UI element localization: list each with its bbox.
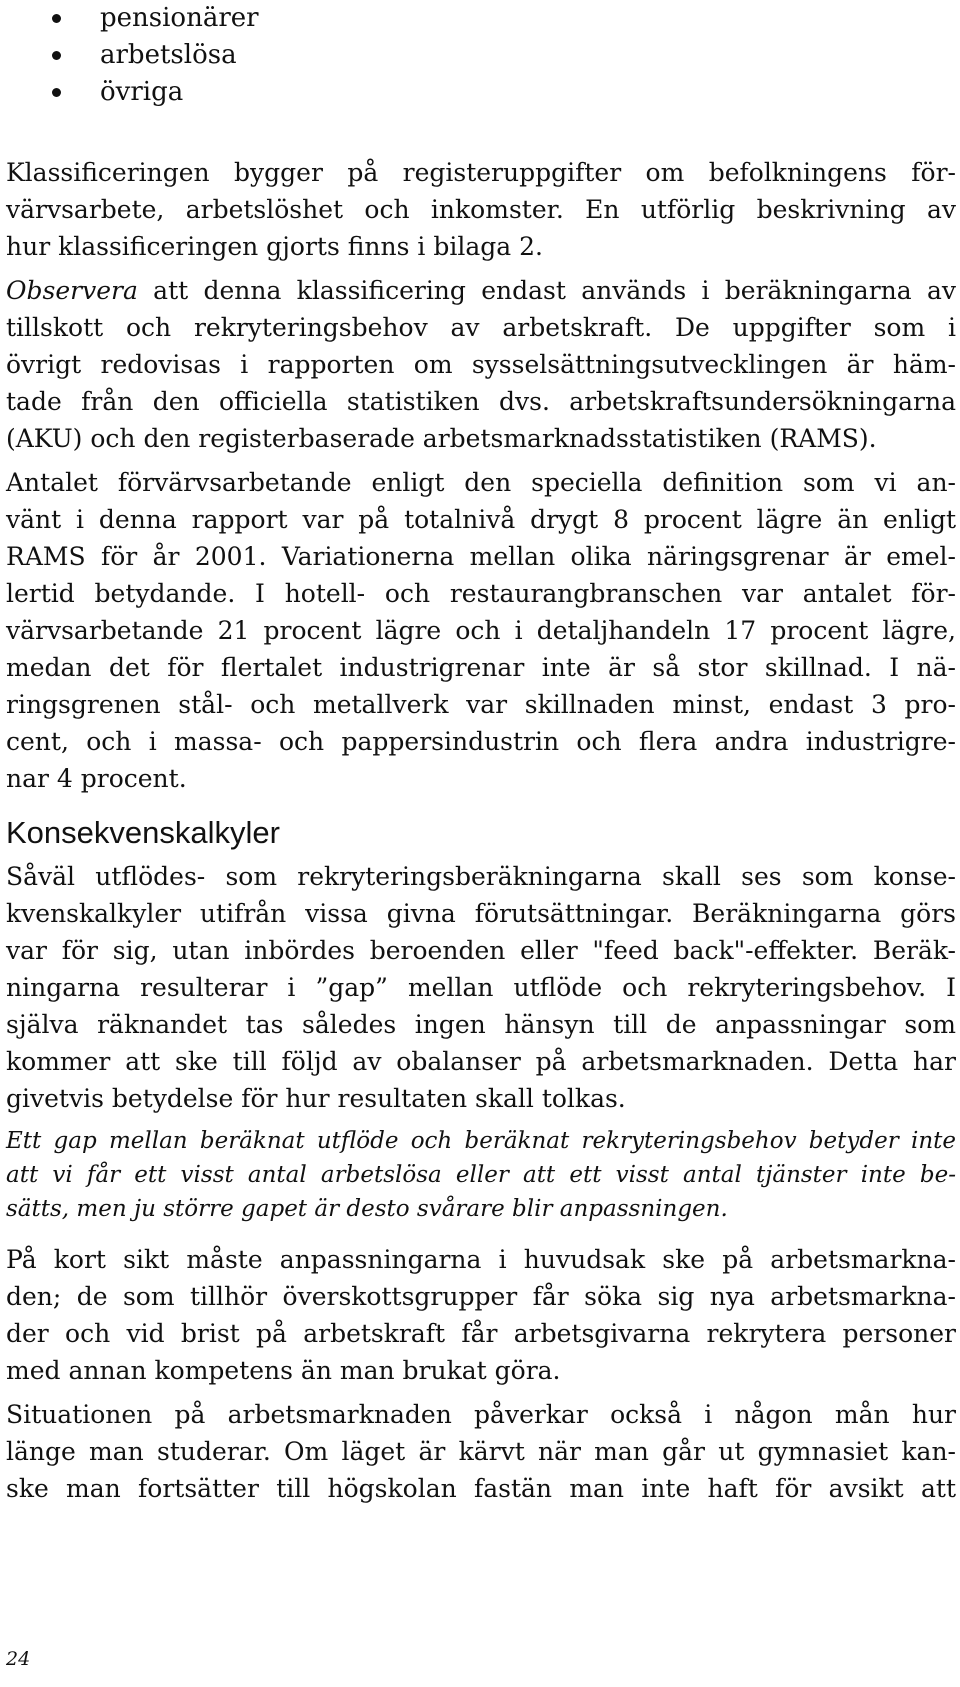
text-line: länge man studerar. Om läget är kärvt när man går ut gymnasiet kan- <box>6 1437 956 1466</box>
text-line: med annan kompetens än man brukat göra. <box>6 1356 561 1385</box>
section-heading: Konsekvenskalkyler <box>6 815 280 850</box>
text-line: ringsgrenen stål- och metallverk var skillnaden minst, endast 3 pro- <box>6 690 956 719</box>
text-line: värvsarbete, arbetslöshet och inkomster. En utförlig beskrivning av <box>6 195 956 224</box>
paragraph-kort-sikt <box>6 1241 956 1389</box>
text-line: att vi får ett visst antal arbetslösa eller att ett visst antal tjänster inte be- <box>6 1162 956 1188</box>
text-line: den; de som tillhör överskottsgrupper får söka sig nya arbetsmarkna- <box>6 1282 956 1311</box>
text-line: Såväl utflödes- som rekryteringsberäkningarna skall ses som konse- <box>6 862 956 891</box>
text-line: lertid betydande. I hotell- och restaurangbranschen var antalet för- <box>6 579 956 608</box>
list-item <box>6 37 259 74</box>
text-line: kvenskalkyler utifrån vissa givna förutsättningar. Beräkningarna görs <box>6 899 956 928</box>
text-line: tade från den officiella statistiken dvs. arbetskraftsundersökningarna <box>6 387 956 416</box>
text-line: (AKU) och den registerbaserade arbetsmarknadsstatistiken (RAMS). <box>6 424 877 453</box>
text-line: ske man fortsätter till högskolan fastän man inte haft för avsikt att <box>6 1474 956 1503</box>
bullet-icon <box>52 14 61 23</box>
text-line: der och vid brist på arbetskraft får arbetsgivarna rekrytera personer <box>6 1319 956 1348</box>
text-line: givetvis betydelse för hur resultaten skall tolkas. <box>6 1084 626 1113</box>
paragraph-konsekvens <box>6 858 956 1117</box>
text-line: sätts, men ju större gapet är desto svårare blir anpassningen. <box>6 1196 728 1222</box>
text-line: Klassificeringen bygger på registeruppgifter om befolkningens för- <box>6 158 956 187</box>
text-line <box>6 272 956 309</box>
text-line: var för sig, utan inbördes beroenden eller "feed back"-effekter. Beräk- <box>6 936 956 965</box>
paragraph-observera <box>6 272 956 457</box>
bullet-icon <box>52 51 61 60</box>
list-item-label: pensionärer <box>100 3 259 33</box>
text-line: övrigt redovisas i rapporten om sysselsättningsutvecklingen är häm- <box>6 350 956 379</box>
text-line: På kort sikt måste anpassningarna i huvudsak ske på arbetsmarkna- <box>6 1245 956 1274</box>
text-line: nar 4 procent. <box>6 764 187 793</box>
paragraph-situationen <box>6 1396 956 1507</box>
emphasis-observera: Observera <box>6 276 138 305</box>
bullet-icon <box>52 88 61 97</box>
bullet-list <box>6 0 259 111</box>
paragraph-antalet <box>6 464 956 797</box>
text-fragment: att denna klassificering endast används i beräkningarna av <box>137 276 956 305</box>
text-line: ningarna resulterar i ”gap” mellan utflöde och rekryteringsbehov. I <box>6 973 956 1002</box>
list-item <box>6 74 259 111</box>
list-item <box>6 0 259 37</box>
list-item-label: övriga <box>100 77 184 107</box>
text-line: själva räknandet tas således ingen hänsyn till de anpassningar som <box>6 1010 956 1039</box>
paragraph-classification <box>6 154 956 265</box>
text-line: Situationen på arbetsmarknaden påverkar också i någon mån hur <box>6 1400 956 1429</box>
text-line: Antalet förvärvsarbetande enligt den speciella definition som vi an- <box>6 468 956 497</box>
paragraph-italic-note <box>6 1124 956 1226</box>
list-item-label: arbetslösa <box>100 40 237 70</box>
text-line: tillskott och rekryteringsbehov av arbetskraft. De uppgifter som i <box>6 313 956 342</box>
text-line: hur klassificeringen gjorts finns i bilaga 2. <box>6 232 543 261</box>
text-line: RAMS för år 2001. Variationerna mellan olika näringsgrenar är emel- <box>6 542 956 571</box>
text-line: cent, och i massa- och pappersindustrin och flera andra industrigre- <box>6 727 956 756</box>
page-number: 24 <box>6 1648 31 1670</box>
text-line: vänt i denna rapport var på totalnivå drygt 8 procent lägre än enligt <box>6 505 956 534</box>
text-line: Ett gap mellan beräknat utflöde och beräknat rekryteringsbehov betyder inte <box>6 1128 956 1154</box>
text-line: värvsarbetande 21 procent lägre och i detaljhandeln 17 procent lägre, <box>6 616 956 645</box>
text-line: medan det för flertalet industrigrenar inte är så stor skillnad. I nä- <box>6 653 956 682</box>
text-line: kommer att ske till följd av obalanser på arbetsmarknaden. Detta har <box>6 1047 956 1076</box>
